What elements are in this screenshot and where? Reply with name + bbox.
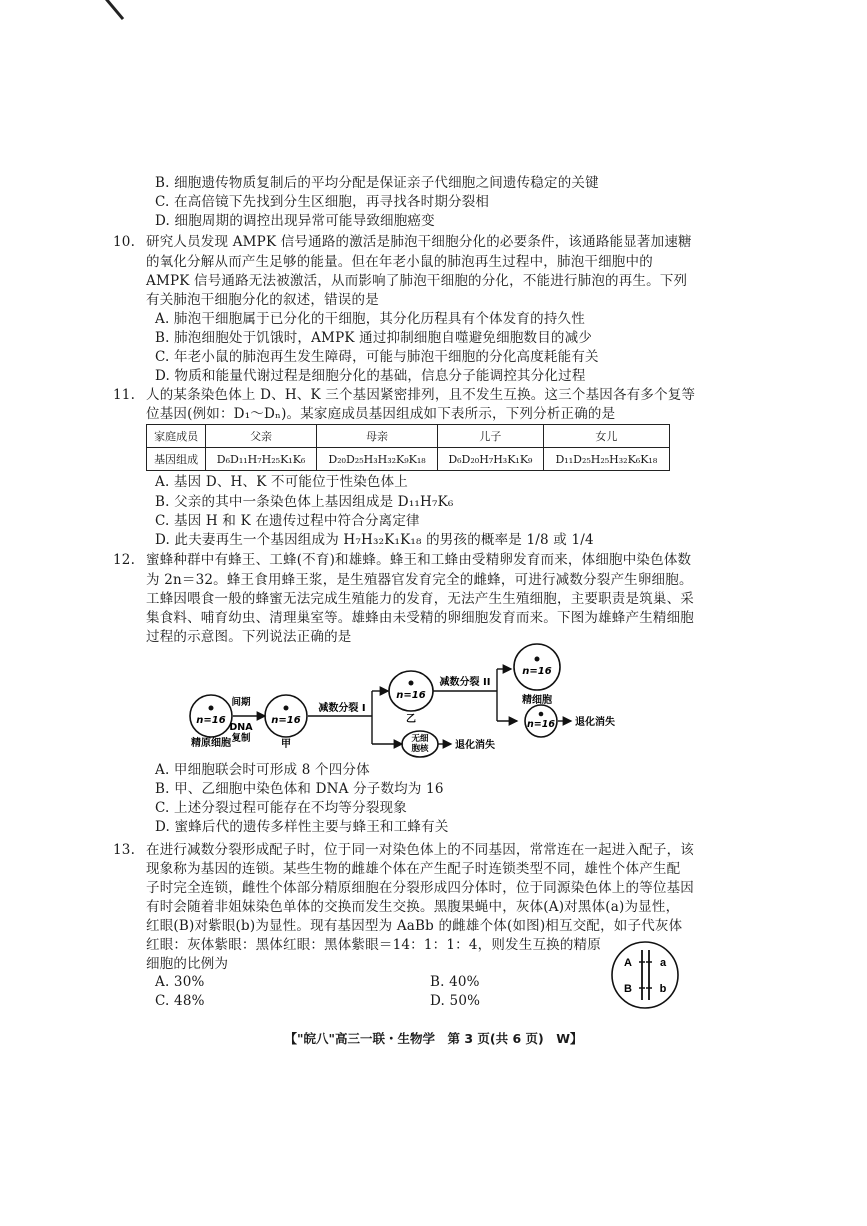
table-row <box>147 448 670 471</box>
q10-option-d: D. 物质和能量代谢过程是细胞分化的基础，信息分子能调控其分化过程 <box>155 368 586 384</box>
q10-stem-line: 的氧化分解从而产生足够的能量。但在年老小鼠的肺泡再生过程中，肺泡干细胞中的 <box>146 254 653 270</box>
cell-yi <box>389 671 433 711</box>
table-header: 家庭成员 <box>147 425 206 448</box>
cell-label: n=16 <box>396 690 426 701</box>
q13-number: 13. <box>113 842 136 858</box>
table-cell: D₆D₁₁H₇H₂₅K₁K₆ <box>206 448 317 471</box>
table-header: 女儿 <box>543 425 669 448</box>
cell-label: n=16 <box>271 715 301 726</box>
q12-option-d: D. 蜜蜂后代的遗传多样性主要与蜂王和工蜂有关 <box>155 819 449 835</box>
gene-label: B <box>624 983 632 995</box>
table-cell: D₁₁D₂₅H₂₅H₃₂K₆K₁₈ <box>543 448 669 471</box>
interphase-label: 间期 <box>231 697 251 708</box>
cell-label: n=16 <box>196 715 226 726</box>
degenerate-label: 退化消失 <box>455 740 495 751</box>
cell-label: n=16 <box>522 666 552 677</box>
table-header: 父亲 <box>206 425 317 448</box>
anucleate-label: 无细 <box>411 734 429 744</box>
q11-stem-line: 位基因(例如：D₁～Dₙ)。某家庭成员基因组成如下表所示，下列分析正确的是 <box>146 406 616 422</box>
q9-option-b: B. 细胞遗传物质复制后的平均分配是保证亲子代细胞之间遗传稳定的关键 <box>155 175 599 191</box>
cell-label: n=16 <box>527 719 555 730</box>
q10-option-b: B. 肺泡细胞处于饥饿时，AMPK 通过抑制细胞自噬避免细胞数目的减少 <box>155 330 593 346</box>
corner-mark <box>100 0 124 20</box>
chromosome-diagram <box>610 940 680 1010</box>
table-cell: D₆D₂₀H₇H₃K₁K₉ <box>438 448 544 471</box>
q10-option-a: A. 肺泡干细胞属于已分化的干细胞，其分化历程具有个体发育的持久性 <box>155 311 585 327</box>
q12-option-a: A. 甲细胞联会时可形成 8 个四分体 <box>155 762 370 778</box>
q12-option-b: B. 甲、乙细胞中染色体和 DNA 分子数均为 16 <box>155 781 444 797</box>
anucleate-label: 胞核 <box>411 744 429 754</box>
q11-option-b: B. 父亲的其中一条染色体上基因组成是 D₁₁H₇K₆ <box>155 494 454 510</box>
dna-label: DNA <box>229 722 253 733</box>
q11-option-a: A. 基因 D、H、K 不可能位于性染色体上 <box>155 474 408 490</box>
q12-stem-line: 为 2n＝32。蜂王食用蜂王浆，是生殖器官发育完全的雌蜂，可进行减数分裂产生卵细胞。 <box>146 572 693 588</box>
yi-label: 乙 <box>406 714 416 725</box>
spermatogonium-cell <box>190 695 232 737</box>
jia-label: 甲 <box>281 739 291 750</box>
meiosis2-label: 减数分裂 II <box>439 677 491 688</box>
gene-table <box>146 424 670 471</box>
q13-stem-line: 有时会随着非姐妹染色单体的交换而发生交换。黑腹果蝇中，灰体(A)对黑体(a)为显性， <box>146 899 680 915</box>
small-cell <box>525 705 557 737</box>
q11-number: 11. <box>113 387 136 403</box>
gene-label: A <box>624 957 632 969</box>
q13-stem-line: 现象称为基因的连锁。某些生物的雌雄个体在产生配子时连锁类型不同，雄性个体产生配 <box>146 861 681 877</box>
page-footer: 【"皖八"高三一联・生物学 第 3 页(共 6 页) W】 <box>284 1031 583 1046</box>
sperm-cell <box>514 644 560 690</box>
q9-option-d: D. 细胞周期的调控出现异常可能导致细胞癌变 <box>155 213 435 229</box>
q11-option-c: C. 基因 H 和 K 在遗传过程中符合分离定律 <box>155 513 420 529</box>
degenerate-label: 退化消失 <box>575 717 615 728</box>
q11-option-d: D. 此夫妻再生一个基因组成为 H₇H₃₂K₁K₁₈ 的男孩的概率是 1/8 或 1/4 <box>155 532 594 548</box>
gene-label: a <box>659 957 667 969</box>
q13-option-d: D. 50% <box>430 993 481 1009</box>
table-row-label: 基因组成 <box>147 448 206 471</box>
table-header: 母亲 <box>316 425 437 448</box>
gene-label: b <box>659 983 667 995</box>
q10-stem-line: AMPK 信号通路无法被激活，从而影响了肺泡干细胞的分化，不能进行肺泡的再生。下列 <box>146 273 688 289</box>
cell-jia <box>265 695 307 737</box>
anucleate-body <box>402 731 438 757</box>
q13-stem-line: 红眼：灰体紫眼：黑体红眼：黑体紫眼＝14：1：1：4，则发生互换的精原 <box>146 937 601 953</box>
table-header: 儿子 <box>438 425 544 448</box>
table-cell: D₂₀D₂₅H₃H₃₂K₉K₁₈ <box>316 448 437 471</box>
spermatogenesis-diagram <box>175 640 645 760</box>
q13-stem-line: 子时完全连锁，雌性个体部分精原细胞在分裂形成四分体时，位于同源染色体上的等位基因 <box>146 880 694 896</box>
q10-stem-line: 研究人员发现 AMPK 信号通路的激活是肺泡干细胞分化的必要条件，该通路能显著加速糖 <box>146 234 692 250</box>
q12-number: 12. <box>113 552 136 568</box>
spermatogonium-label: 精原细胞 <box>191 738 231 749</box>
q9-option-c: C. 在高倍镜下先找到分生区细胞，再寻找各时期分裂相 <box>155 194 490 210</box>
q12-stem-line: 过程的示意图。下列说法正确的是 <box>146 629 352 645</box>
q13-stem-line: 在进行减数分裂形成配子时，位于同一对染色体上的不同基因，常常连在一起进入配子，该 <box>146 842 694 858</box>
q10-stem-line: 有关肺泡干细胞分化的叙述，错误的是 <box>146 292 379 308</box>
q13-stem-line: 红眼(B)对紫眼(b)为显性。现有基因型为 AaBb 的雌雄个体(如图)相互交配，如子代灰体 <box>146 918 683 934</box>
sperm-label: 精细胞 <box>522 695 552 706</box>
q10-number: 10. <box>113 234 136 250</box>
q12-stem-line: 蜜蜂种群中有蜂王、工蜂(不育)和雄蜂。蜂王和工蜂由受精卵发育而来，体细胞中染色体数 <box>146 552 692 568</box>
q12-stem-line: 工蜂因喂食一般的蜂蜜无法完成生殖能力的发育，无法产生生殖细胞，主要职责是筑巢、采 <box>146 591 694 607</box>
q13-stem-line: 细胞的比例为 <box>146 956 229 972</box>
meiosis1-label: 减数分裂 I <box>318 703 366 714</box>
replication-label: 复制 <box>231 733 251 744</box>
table-header-row <box>147 425 670 448</box>
q13-option-b: B. 40% <box>430 974 480 990</box>
q11-stem-line: 人的某条染色体上 D、H、K 三个基因紧密排列，且不发生互换。这三个基因各有多个复等 <box>146 387 696 403</box>
q12-option-c: C. 上述分裂过程可能存在不均等分裂现象 <box>155 800 407 816</box>
q13-option-c: C. 48% <box>155 993 205 1009</box>
q13-option-a: A. 30% <box>155 974 205 990</box>
q12-stem-line: 集食料、哺育幼虫、清理巢室等。雄蜂由未受精的卵细胞发育而来。下图为雄蜂产生精细胞 <box>146 610 694 626</box>
q10-option-c: C. 年老小鼠的肺泡再生发生障碍，可能与肺泡干细胞的分化高度耗能有关 <box>155 349 599 365</box>
